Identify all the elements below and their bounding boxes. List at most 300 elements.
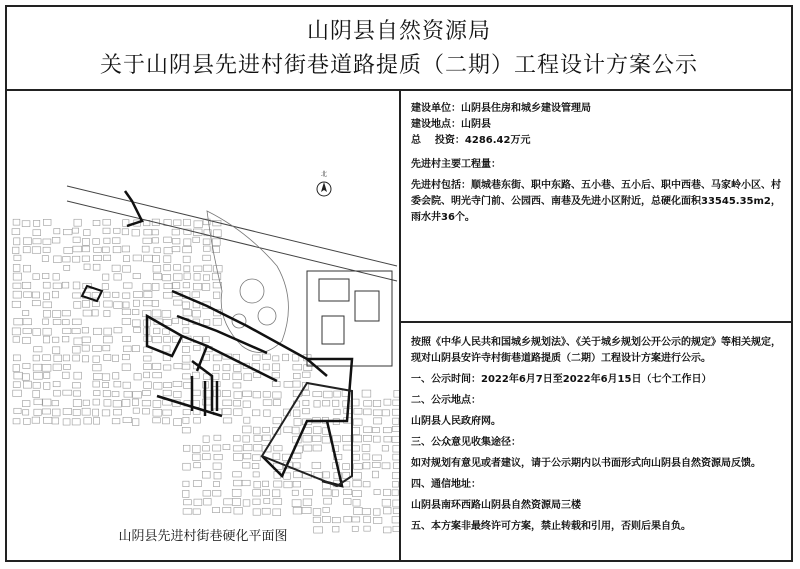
building-block (13, 273, 21, 280)
public-notice-panel (399, 321, 793, 562)
building-block (244, 374, 252, 381)
building-block (104, 238, 110, 243)
building-block (313, 509, 321, 516)
building-block (123, 266, 131, 272)
building-block (293, 364, 302, 370)
building-block (182, 364, 190, 369)
building-block (284, 382, 293, 388)
building-block (144, 291, 152, 297)
building-block (384, 399, 391, 405)
building-block (22, 374, 29, 380)
building-block (42, 273, 48, 278)
north-arrow-icon (317, 182, 331, 196)
building-block (13, 247, 19, 253)
building-block (244, 453, 251, 459)
building-block (93, 328, 101, 334)
building-block (293, 381, 300, 387)
building-block (52, 291, 58, 298)
building-block (204, 319, 210, 325)
building-block (293, 507, 301, 514)
building-block (74, 302, 81, 309)
building-block (352, 427, 360, 434)
building-block (192, 445, 200, 452)
building-block (44, 310, 51, 317)
building-block (174, 363, 182, 368)
building-block (93, 374, 102, 380)
building-block (23, 319, 31, 325)
building-block (43, 336, 49, 343)
building-block (233, 446, 242, 451)
building-block (83, 400, 89, 405)
building-block (202, 471, 210, 478)
building-block (112, 265, 120, 271)
building-block (183, 247, 192, 253)
building-block (194, 266, 202, 271)
building-block (302, 372, 310, 377)
building-block (164, 248, 172, 254)
building-block (34, 372, 43, 379)
building-block (322, 516, 330, 522)
building-block (102, 284, 108, 290)
building-block (384, 436, 391, 442)
building-block (144, 364, 152, 370)
building-block (14, 255, 21, 260)
building-block (163, 346, 170, 352)
building-block (253, 499, 260, 505)
building-block (183, 445, 190, 451)
building-block (382, 499, 390, 506)
building-block (33, 391, 40, 398)
building-block (213, 292, 220, 298)
building-block (382, 463, 390, 469)
building-block (313, 427, 321, 434)
building-block (23, 238, 31, 245)
building-block (292, 453, 301, 458)
building-block (183, 417, 189, 423)
building-block (212, 239, 220, 246)
building-block (73, 237, 80, 242)
building-block (272, 490, 279, 497)
building-block (142, 408, 149, 414)
building-block (134, 327, 141, 332)
building-block (73, 293, 81, 298)
building-block (113, 238, 121, 244)
building-block (122, 354, 129, 359)
building-block (272, 364, 279, 371)
building-block (353, 454, 359, 460)
building-block (213, 463, 221, 469)
building-block (334, 391, 341, 397)
building-block (84, 418, 92, 424)
building-block (204, 498, 211, 505)
building-block (373, 517, 382, 523)
building-block (362, 390, 371, 397)
building-block (32, 301, 40, 306)
building-block (82, 246, 89, 252)
building-block (103, 390, 110, 396)
building-block (354, 408, 362, 414)
building-block (193, 283, 201, 289)
feedback-channel: 如对规划有意见或者建议，请于公示期内以书面形式向山阴县自然资源局反馈。 (411, 458, 761, 469)
building-block (33, 274, 39, 280)
building-block (284, 473, 291, 479)
building-block (43, 328, 51, 335)
building-block (44, 382, 50, 389)
building-block (52, 337, 59, 342)
building-block (363, 482, 370, 487)
north-label: 北 (320, 171, 328, 178)
building-block (363, 462, 370, 469)
building-block (202, 284, 210, 291)
construction-location: 建设地点：山阴县 (411, 119, 491, 130)
building-block (203, 436, 209, 442)
building-block (73, 256, 80, 262)
building-block (174, 220, 181, 226)
building-block (313, 517, 320, 522)
building-block (252, 410, 260, 416)
building-block (254, 445, 262, 451)
building-block (153, 401, 161, 408)
building-block (84, 230, 90, 236)
building-block (93, 239, 100, 245)
building-block (132, 346, 139, 352)
building-block (142, 246, 149, 252)
notice-intro: 按照《中华人民共和国城乡规划法》、《关于城乡规划公开公示的规定》等相关规定，现对山阴县安许寺村街巷道路提质（二期）工程设计方案进行公示。 (411, 337, 781, 364)
building-block (73, 409, 80, 415)
building-block (192, 390, 200, 396)
address-label: 四、通信地址： (411, 479, 481, 490)
building-block (54, 229, 60, 234)
building-block (154, 383, 162, 390)
building-block (193, 237, 200, 242)
building-block (182, 374, 190, 379)
building-block (274, 481, 282, 487)
building-block (104, 400, 111, 406)
building-block (183, 481, 189, 487)
building-block (203, 239, 210, 245)
building-block (233, 472, 242, 477)
building-block (312, 462, 321, 468)
building-block (153, 418, 161, 423)
building-block (183, 219, 190, 226)
building-block (223, 373, 230, 379)
building-block (242, 480, 250, 485)
building-block (14, 238, 20, 245)
building-block (123, 293, 130, 298)
building-block (74, 338, 82, 345)
building-block (324, 391, 333, 398)
building-block (302, 391, 309, 396)
building-block (104, 255, 111, 261)
building-block (193, 454, 201, 460)
building-block (243, 444, 252, 450)
building-block (213, 355, 221, 361)
building-block (123, 417, 132, 422)
building-block (322, 472, 329, 478)
building-block (392, 490, 398, 496)
building-block (264, 498, 270, 503)
building-block (23, 247, 30, 253)
building-block (194, 274, 200, 281)
building-block (43, 219, 51, 225)
building-block (273, 392, 281, 398)
building-block (64, 248, 73, 254)
building-block (13, 337, 20, 342)
building-block (53, 364, 61, 370)
building-block (163, 383, 171, 388)
building-block (263, 435, 271, 440)
building-block (12, 301, 20, 307)
building-block (203, 454, 211, 460)
building-block (214, 230, 222, 237)
site-plan-map (5, 89, 401, 562)
building-block (313, 445, 321, 451)
building-block (112, 419, 120, 424)
building-block (94, 247, 102, 252)
building-block (154, 328, 160, 334)
building-block (72, 228, 78, 233)
building-block (254, 427, 261, 434)
building-block (102, 410, 110, 416)
building-block (153, 409, 162, 416)
building-block (133, 292, 142, 298)
building-block (13, 291, 21, 298)
building-block (324, 498, 332, 504)
building-block (284, 481, 292, 488)
building-block (294, 419, 301, 426)
building-block (33, 355, 39, 361)
building-block (103, 292, 110, 297)
building-block (22, 401, 30, 407)
building-block (52, 418, 59, 424)
building-block (33, 364, 42, 371)
building-block (263, 400, 272, 406)
building-block (222, 409, 231, 415)
building-block (134, 374, 141, 380)
building-block (42, 364, 51, 371)
building-block (323, 507, 329, 512)
building-block (94, 391, 100, 396)
building-block (132, 399, 138, 405)
building-block (43, 302, 52, 308)
building-block (122, 229, 128, 235)
building-block (163, 329, 170, 335)
building-block (42, 409, 50, 414)
building-block (183, 283, 189, 288)
building-block (113, 409, 121, 415)
building-block (372, 471, 378, 478)
building-block (14, 372, 23, 379)
building-block (133, 255, 141, 261)
building-block (273, 499, 282, 505)
building-block (163, 274, 171, 281)
building-block (203, 275, 209, 280)
building-block (43, 247, 50, 252)
building-block (153, 363, 161, 369)
building-block (174, 419, 182, 426)
building-block (14, 318, 23, 325)
building-block (332, 517, 340, 522)
map-caption: 山阴县先进村街巷硬化平面图 (118, 529, 288, 544)
building-block (234, 480, 242, 486)
building-block (84, 264, 90, 269)
building-block (264, 410, 270, 417)
building-block (104, 328, 112, 335)
building-block (23, 381, 31, 388)
building-block (113, 401, 121, 407)
building-block (172, 318, 179, 323)
construction-unit: 建设单位：山阴县住房和城乡建设管理局 (411, 103, 591, 114)
building-block (43, 293, 49, 300)
building-block (72, 319, 81, 325)
building-block (292, 427, 299, 434)
building-block (82, 238, 89, 245)
building-block (123, 382, 130, 388)
building-block (93, 409, 99, 416)
building-block (64, 265, 70, 270)
building-block (143, 390, 151, 395)
building-block (303, 408, 310, 414)
building-block (352, 517, 360, 522)
building-block (103, 382, 109, 387)
building-block (102, 247, 109, 252)
building-block (332, 400, 338, 406)
building-block (132, 310, 139, 315)
building-block (32, 417, 40, 423)
project-info-panel (399, 89, 793, 323)
building-block (72, 329, 80, 334)
building-block (183, 410, 190, 415)
building-block (303, 400, 309, 405)
building-block (214, 472, 221, 479)
building-block (144, 372, 150, 378)
school-compound (307, 271, 392, 366)
building-block (123, 346, 131, 351)
main-works-description: 先进村包括：顺城巷东街、职中东路、五小巷、五小后、职中西巷、马家岭小区、村委会院、明光寺门前、公园西、南巷及先进小区附近，总硬化面积33545.35m2，雨水井36个。 (411, 180, 781, 223)
total-investment: 总 投资：4286.42万元 (411, 135, 531, 146)
building-block (32, 292, 39, 298)
building-block (302, 507, 311, 513)
building-block (273, 356, 279, 361)
building-block (82, 300, 89, 307)
building-block (173, 381, 182, 386)
building-block (24, 292, 32, 298)
building-block (364, 516, 371, 523)
building-block (73, 400, 81, 407)
building-block (373, 455, 382, 460)
building-block (104, 301, 112, 307)
building-block (44, 373, 50, 379)
building-block (13, 355, 20, 361)
building-block (353, 480, 361, 486)
building-block (273, 509, 281, 516)
building-block (23, 328, 31, 333)
building-block (214, 266, 223, 272)
building-block (314, 401, 320, 407)
address: 山阴县南环西路山阴县自然资源局三楼 (411, 500, 581, 511)
building-block (214, 454, 222, 459)
building-block (263, 364, 269, 370)
building-block (373, 509, 380, 515)
building-block (12, 229, 20, 235)
building-block (184, 266, 190, 272)
building-block (93, 399, 99, 405)
disclaimer: 五、本方案非最终许可方案，禁止转载和引用，否则后果自负。 (411, 521, 691, 532)
building-block (183, 310, 192, 316)
building-block (42, 319, 48, 324)
building-block (104, 355, 111, 361)
building-block (334, 409, 340, 414)
building-block (184, 382, 191, 388)
building-block (23, 337, 31, 343)
building-block (203, 255, 211, 260)
building-block (162, 311, 171, 318)
building-block (374, 418, 382, 424)
building-block (194, 418, 201, 424)
building-block (22, 282, 30, 288)
building-block (42, 399, 51, 406)
building-block (383, 427, 391, 432)
building-block (184, 239, 191, 246)
building-block (144, 229, 152, 235)
building-block (243, 500, 250, 506)
building-block (163, 410, 172, 415)
building-block (193, 481, 201, 487)
building-block (393, 418, 399, 424)
building-block (24, 418, 31, 424)
building-block (34, 347, 42, 352)
building-block (62, 310, 70, 315)
building-block (214, 435, 221, 440)
building-block (193, 509, 200, 514)
building-block (364, 409, 372, 415)
building-block (364, 401, 372, 406)
building-block (194, 345, 200, 350)
building-block (342, 435, 351, 441)
building-block (152, 283, 159, 290)
building-block (182, 346, 189, 352)
building-block (73, 282, 80, 289)
building-block (172, 247, 180, 252)
building-block (212, 507, 219, 512)
building-block (254, 436, 261, 442)
building-block (82, 345, 89, 351)
building-block (82, 337, 90, 342)
building-block (53, 274, 59, 280)
building-block (384, 507, 391, 514)
building-block (163, 390, 171, 396)
building-block (14, 408, 21, 413)
building-block (293, 373, 300, 378)
building-block (122, 309, 130, 314)
building-block (33, 230, 41, 236)
building-block (103, 274, 109, 280)
building-block (43, 417, 52, 423)
building-block (122, 246, 129, 252)
building-block (283, 354, 289, 361)
building-block (133, 273, 140, 278)
building-block (103, 219, 111, 225)
building-block (362, 445, 370, 452)
building-block (103, 228, 110, 233)
building-block (234, 400, 241, 406)
building-block (272, 381, 280, 386)
building-block (392, 482, 398, 487)
building-block (122, 336, 130, 341)
building-block (253, 472, 259, 477)
main-road-edge-bottom (67, 201, 397, 281)
building-block (132, 230, 139, 236)
